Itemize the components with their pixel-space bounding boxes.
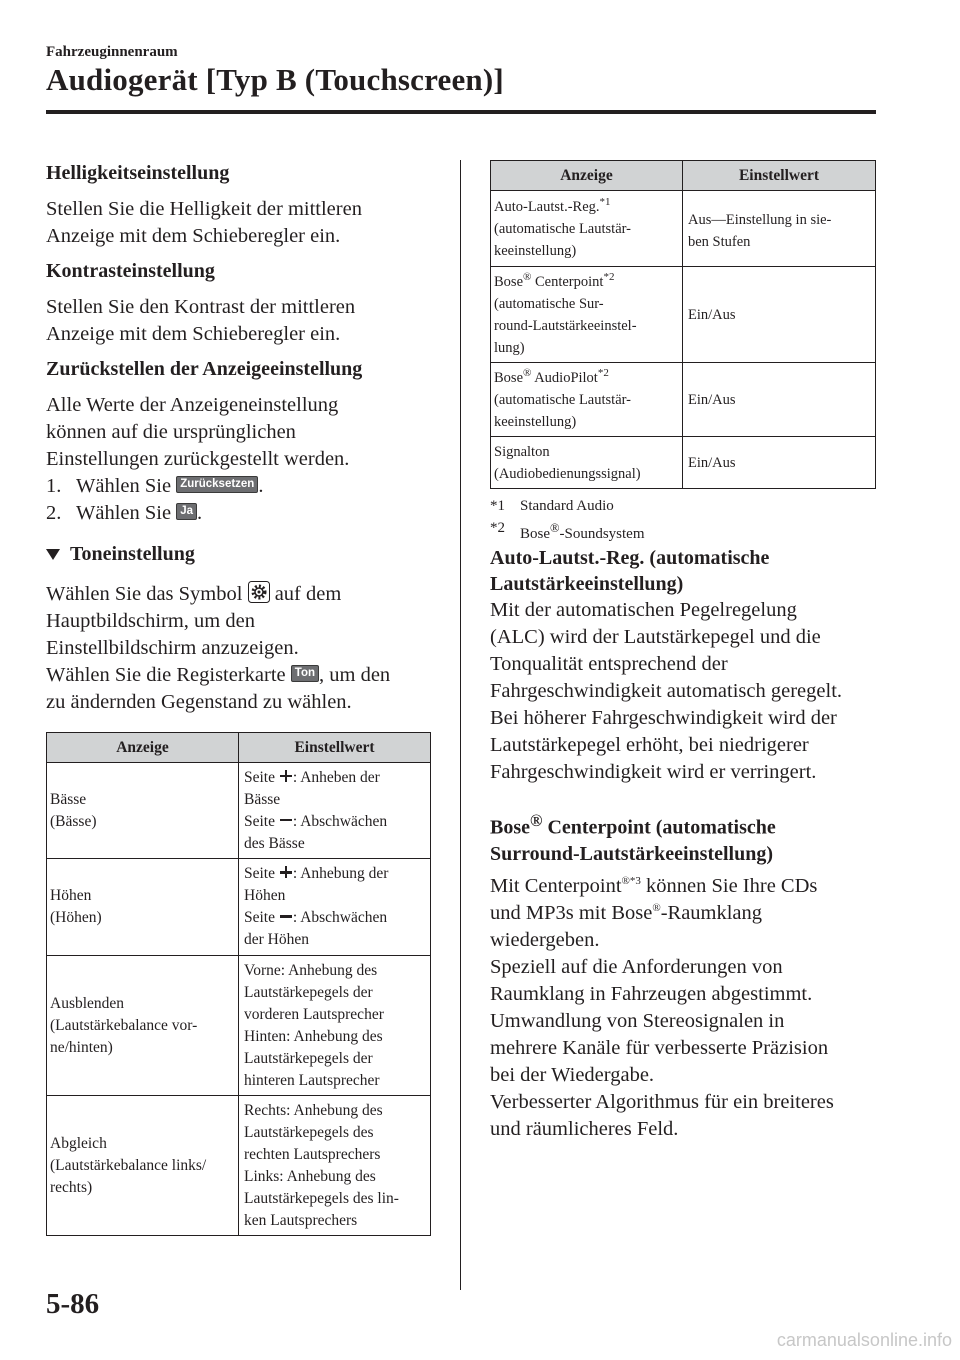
centerpoint-heading: Bose® Centerpoint (automatische Surround-Lautstärkeeinstellung): [490, 811, 776, 865]
footnotes: [490, 495, 876, 545]
triangle-bullet-icon: [46, 549, 60, 560]
reset-step-1: 1. Wählen Sie Zurücksetzen .: [46, 475, 264, 497]
plus-icon: [280, 866, 292, 878]
ton-tab-button[interactable]: Ton: [291, 665, 319, 682]
title-rule: [46, 110, 876, 114]
table-header: Anzeige: [491, 161, 683, 191]
tone-text: Wählen Sie das Symbol auf dem Hauptbildschirm, um den Einstellbildschirm anzuzeigen. Wählen Sie die Registerkarte Ton , um den zu ändernden Gegenstand zu wählen.: [46, 583, 391, 713]
table-row: Auto-Lautst.-Reg.$^{*1}$ (automatische Lautstär- keeinstellung) Aus—Einstellung in sie- ben Stufen: [491, 191, 876, 267]
table-header: Einstellwert: [239, 733, 431, 763]
reset-heading: Zurückstellen der Anzeigeeinstellung: [46, 358, 363, 380]
alc-heading: Auto-Lautst.-Reg. (automatische Lautstärkeeinstellung): [490, 547, 770, 595]
section-label: Fahrzeuginnenraum: [46, 44, 178, 60]
reset-steps: [46, 473, 436, 527]
settings-gear-icon[interactable]: [248, 581, 270, 603]
table-header: Anzeige: [47, 733, 239, 763]
table-row: Signalton (Audiobedienungssignal) Ein/Aus: [491, 437, 876, 489]
contrast-heading: Kontrasteinstellung: [46, 260, 215, 282]
footnote-1: *1 Standard Audio: [490, 498, 614, 514]
table-row: Höhen (Höhen) Seite : Anhebung der Höhen Seite : Abschwächen der Höhen: [47, 859, 431, 956]
watermark: carmanualsonline.info: [776, 1330, 952, 1350]
reset-step-2: 2. Wählen Sie Ja .: [46, 502, 203, 524]
table-row: Abgleich (Lautstärkebalance links/ rechts) Rechts: Anhebung des Lautstärkepegels des rechten Lautsprechers Links: Anhebung des Lautstärkepegels des lin- ken Lautsprechers: [47, 1096, 431, 1236]
left-column: [46, 160, 436, 1236]
centerpoint-text: Mit Centerpoint$^{®*3}$ können Sie Ihre CDs und MP3s mit Bose®-Raumklang wiedergeben. Speziell auf die Anforderungen von Raumklang in Fahrzeugen abgestimmt. Umwandlung von Stereosignalen in mehrere Kanäle für verbesserte Präzision bei der Wiedergabe. Verbesserter Algorithmus für ein breiteres und räumlicheres Feld.: [490, 874, 834, 1140]
alc-text: Mit der automatischen Pegelregelung (ALC) wird der Lautstärkepegel und die Tonqualität entsprechend der Fahrgeschwindigkeit automatisch geregelt. Bei höherer Fahrgeschwindigkeit wird der Lautstärkepegel erhöht, bei niedrigerer Fahrgeschwindigkeit wird er verringert.: [490, 599, 843, 783]
column-divider: [460, 160, 461, 1290]
page-number: 5-86: [46, 1288, 100, 1320]
sound-settings-table: [490, 160, 876, 489]
table-row: Bose® AudioPilot$^{*2}$ (automatische Lautstär- keeinstellung) Ein/Aus: [491, 363, 876, 437]
table-row: Bose® Centerpoint$^{*2}$ (automatische Sur- round-Lautstärkeeinstel- lung) Ein/Aus: [491, 267, 876, 363]
reset-text: Alle Werte der Anzeigeneinstellung können auf die ursprünglichen Einstellungen zurückgestellt werden.: [46, 394, 350, 470]
table-row: Bässe (Bässe) Seite : Anheben der Bässe Seite : Abschwächen des Bässe: [47, 763, 431, 859]
tone-settings-table: [46, 732, 431, 1236]
table-row: Ausblenden (Lautstärkebalance vor- ne/hinten) Vorne: Anhebung des Lautstärkepegels der vorderen Lautsprecher Hinten: Anhebung des Lautstärkepegels der hinteren Lautsprecher: [47, 956, 431, 1096]
right-column: [490, 160, 876, 1143]
tone-heading: Toneinstellung: [46, 541, 436, 567]
brightness-heading: Helligkeitseinstellung: [46, 162, 230, 184]
minus-icon: [280, 910, 292, 922]
plus-icon: [280, 770, 292, 782]
brightness-text: Stellen Sie die Helligkeit der mittleren Anzeige mit dem Schieberegler ein.: [46, 198, 362, 247]
minus-icon: [280, 814, 292, 826]
zuruecksetzen-button[interactable]: Zurücksetzen: [176, 476, 258, 493]
table-header: Einstellwert: [683, 161, 876, 191]
ja-button[interactable]: Ja: [176, 503, 197, 520]
footnote-2: *2 Bose®-Soundsystem: [490, 520, 645, 542]
page-title: Audiogerät [Typ B (Touchscreen)]: [46, 62, 504, 97]
contrast-text: Stellen Sie den Kontrast der mittleren Anzeige mit dem Schieberegler ein.: [46, 296, 356, 345]
